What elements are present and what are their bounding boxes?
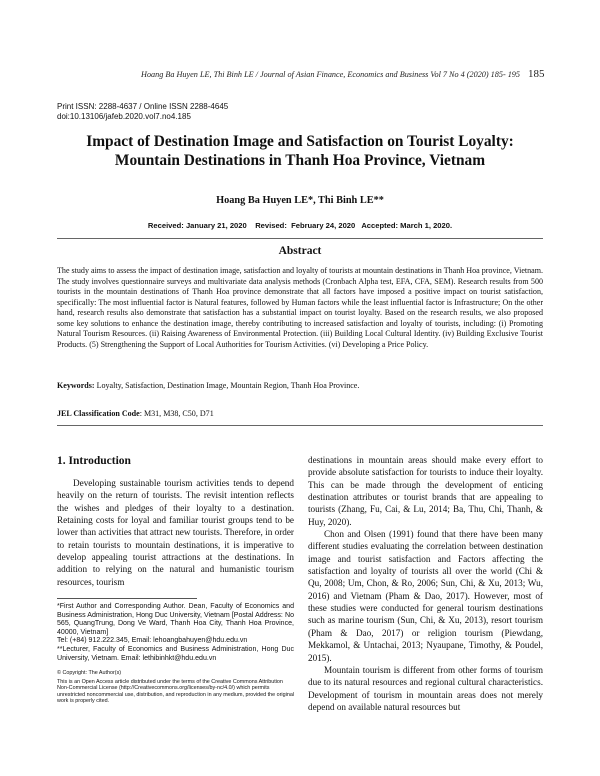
keywords xyxy=(57,381,543,390)
paragraph: Chon and Olsen (1991) found that there have been many different studies evaluating the correlation between destination image and tourist satisfaction and Factors affecting the satisfaction and loyalty of tourists all over the world (Chi & Qu, 2008; Um, Chon, & Ro, 2006; Sun, Chi, & Xu, 2013; Wu, 2016) and Vietnam (Pham & Dao, 2017). However, most of these studies were conducted for general tourism destinations such as marine tourism (Sun, Chi, & Xu, 2013), resort tourism (Pham & Dao, 2017) or religion tourism (Piewdang, Mekkamol, & Untachai, 2013; Nyaupane, Timothy, & Poudel, 2015). xyxy=(308,529,543,663)
footnote-second-author: **Lecturer, Faculty of Economics and Business Administration, Hong Duc University, Vietnam. Email: lethibinhkt@hdu.edu.vn xyxy=(57,645,294,662)
received-date: January 21, 2020 xyxy=(185,221,247,230)
accepted-date: March 1, 2020. xyxy=(400,221,453,230)
revised-label: Revised: xyxy=(255,221,287,230)
divider-bottom xyxy=(57,425,543,426)
revised-date: February 24, 2020 xyxy=(291,221,356,230)
jel-label: JEL Classification Code xyxy=(57,409,140,418)
authors: Hoang Ba Huyen LE*, Thi Binh LE** xyxy=(216,195,384,206)
title-line-1: Impact of Destination Image and Satisfaction on Tourist Loyalty: xyxy=(86,133,514,150)
footnote-first-author: *First Author and Corresponding Author. Dean, Faculty of Economics and Business Administration, Hong Duc University, Vietnam [Postal Address: No 565, QuangTrung, Dong Ve Ward, Thanh Hoa City, Thanh Hoa Province, 40000, Vietnam] xyxy=(57,603,294,636)
dates-line xyxy=(60,221,540,230)
left-column xyxy=(57,477,294,588)
issn: Print ISSN: 2288-4637 / Online ISSN 2288-4645 xyxy=(57,102,229,111)
keywords-label: Keywords: xyxy=(57,381,95,390)
issn-block xyxy=(57,102,228,122)
running-head: Hoang Ba Huyen LE, Thi Binh LE / Journal of Asian Finance, Economics and Business Vol 7 No 4 (2020) 185- 195 xyxy=(141,70,520,79)
paragraph: Developing sustainable tourism activities tends to depend heavily on the return of tourists. The revisit intention reflects the wishes and pledges of their loyalty to a destination. Retaining costs for loyal and familiar tourist groups tend to be lower than activities that attract new tourists. Therefore, in order to retain tourists to mountain destinations, it is imperative to develop appealing tourist attractions at the destinations. In addition to relying on the natural and humanistic tourism resources, tourism xyxy=(57,478,294,587)
paper-title xyxy=(60,132,540,170)
keywords-text: Loyalty, Satisfaction, Destination Image, Mountain Region, Thanh Hoa Province. xyxy=(96,381,360,390)
jel-codes xyxy=(57,409,543,418)
doi[interactable]: doi:10.13106/jafeb.2020.vol7.no4.185 xyxy=(57,112,191,121)
page-number: 185 xyxy=(528,68,545,80)
right-column xyxy=(308,454,543,713)
footnote-rule xyxy=(57,598,197,599)
title-line-2: Mountain Destinations in Thanh Hoa Province, Vietnam xyxy=(114,152,486,169)
received-label: Received: xyxy=(147,221,184,230)
footnotes xyxy=(57,603,294,663)
paragraph: Mountain tourism is different from other forms of tourism due to its natural resources and regional cultural characteristics. Development of tourism in mountain areas does not merely depend on available natural resources but xyxy=(308,664,543,712)
paragraph: destinations in mountain areas should make every effort to provide absolute satisfaction for tourists to induce their loyalty. This can be made through the development of enticing destination attributes or tourist brands that are appealing to tourists (Zhang, Fu, Cai, & Lu, 2014; Ba, Thu, Chi, Thanh, & Huy, 2020). xyxy=(308,455,543,527)
copyright-block xyxy=(57,670,294,705)
divider-top xyxy=(57,238,543,239)
section-heading: 1. Introduction xyxy=(57,455,131,467)
abstract-heading: Abstract xyxy=(278,245,322,257)
copyright-text: This is an Open Access article distributed under the terms of the Creative Commons Attribution Non-Commercial License (http://Creativecommons.org/licenses/by-nc/4.0/) which permits unrestricted noncommercial use, distribution, and reproduction in any medium, provided the original work is properly cited. xyxy=(57,678,295,705)
copyright-head: © Copyright: The Author(s) xyxy=(57,670,122,676)
footnote-tel-email: Tel: (+84) 912.222.345, Email: lehoangbahuyen@hdu.edu.vn xyxy=(57,637,248,645)
accepted-label: Accepted: xyxy=(361,221,399,230)
abstract-text: The study aims to assess the impact of destination image, satisfaction and loyalty of tourists at mountain destinations in Thanh Hoa province, Vietnam. The study involves questionnaire surveys and multivariate data analysis methods (Cronbach Alpha test, EFA, CFA, SEM). Research results from 500 tourists in the mountain destinations of Thanh Hoa province demonstrate that all factors have imposed a positive impact on tourist satisfaction, specifically: The most influential factor is Natural features, followed by Human factors while the least influential factor is Infrastructure; On the other hand, research results also demonstrate that satisfaction has a substantial impact on tourist loyalty. Based on the research results, we also proposed some key solutions to enhance the destination image, thereby contributing to increased satisfaction and loyalty of tourists, including: (i) Promoting Natural Tourism Resources. (ii) Raising Awareness of Environmental Protection. (iii) Building Local Cultural Identity. (iv) Building Exclusive Tourist Products. (5) Strengthening the Support of Local Authorities for Tourism Activities. (vi) Developing a Price Policy. xyxy=(57,266,543,349)
jel-text: : M31, M38, C50, D71 xyxy=(139,409,214,418)
